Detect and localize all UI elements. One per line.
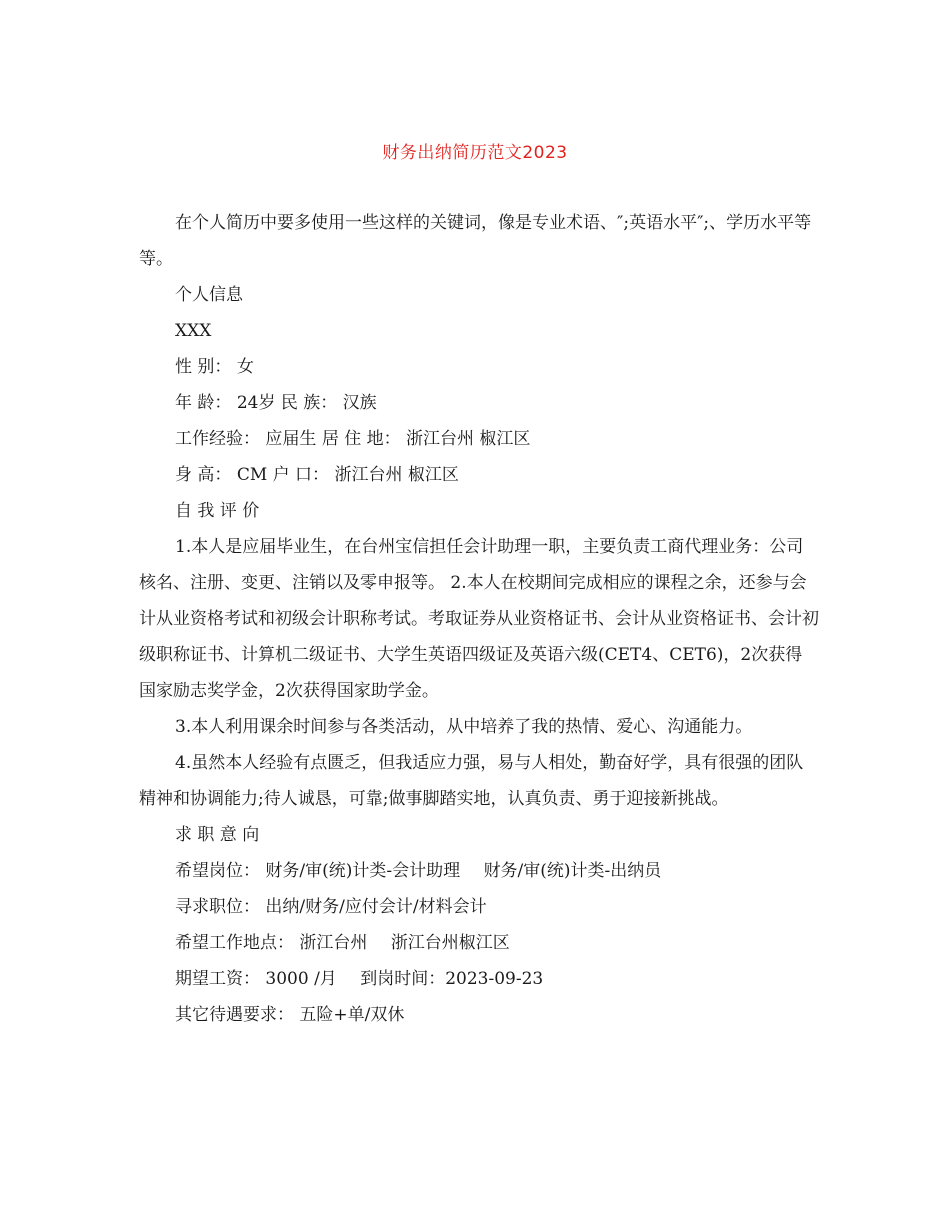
intro-paragraph: 在个人简历中要多使用一些这样的关键词，像是专业术语、″;英语水平″;、学历水平等等。 bbox=[139, 213, 812, 269]
document-body bbox=[139, 205, 819, 1033]
residence-label: 居 住 地： bbox=[321, 429, 401, 449]
self-evaluation-item: 1.本人是应届毕业生，在台州宝信担任会计助理一职，主要负责工商代理业务：公司核名、注册、变更、注销以及零申报等。 2.本人在校期间完成相应的课程之余，还参与会计从业资格考试和初级会计职称考试。考取证券从业资格证书、会计从业资格证书、会计初级职称证书、计算机二级证书、大学生英语四级证及英语六级(CET4、CET6)，2次获得国家励志奖学金，2次获得国家助学金。 bbox=[139, 537, 819, 701]
location-value-1: 浙江台州 bbox=[299, 933, 368, 953]
benefits-line bbox=[139, 997, 819, 1033]
age-label: 年 龄： bbox=[175, 393, 232, 413]
experience-value: 应届生 bbox=[265, 429, 317, 449]
position-line bbox=[139, 853, 819, 889]
experience-label: 工作经验： bbox=[175, 429, 260, 449]
self-evaluation-heading: 自 我 评 价 bbox=[175, 501, 260, 521]
position-value-2: 财务/审(统)计类-出纳员 bbox=[483, 861, 662, 881]
height-hukou-line bbox=[139, 457, 819, 493]
personal-info-heading: 个人信息 bbox=[175, 285, 243, 305]
seeking-label: 寻求职位： bbox=[175, 897, 260, 917]
gender-label: 性 别： bbox=[175, 357, 232, 377]
location-value-2: 浙江台州椒江区 bbox=[390, 933, 510, 953]
gender-value: 女 bbox=[236, 357, 254, 377]
benefits-value: 五险+单/双休 bbox=[299, 1005, 405, 1025]
age-value: 24岁 bbox=[236, 393, 276, 413]
ethnicity-value: 汉族 bbox=[342, 393, 377, 413]
salary-value: 3000 /月 bbox=[265, 969, 337, 989]
height-value: CM bbox=[236, 465, 268, 485]
benefits-label: 其它待遇要求： bbox=[175, 1005, 294, 1025]
start-value: 2023-09-23 bbox=[445, 969, 544, 989]
position-value-1: 财务/审(统)计类-会计助理 bbox=[265, 861, 461, 881]
start-label: 到岗时间： bbox=[360, 969, 446, 989]
name-line: XXX bbox=[175, 321, 212, 341]
document-title: 财务出纳简历范文2023 bbox=[382, 143, 568, 163]
gender-line bbox=[139, 349, 819, 385]
self-evaluation-item: 4.虽然本人经验有点匮乏，但我适应力强，易与人相处，勤奋好学，具有很强的团队精神和协调能力;待人诚恳，可靠;做事脚踏实地，认真负责、勇于迎接新挑战。 bbox=[139, 753, 804, 809]
seeking-value: 出纳/财务/应付会计/材料会计 bbox=[265, 897, 487, 917]
residence-value: 浙江台州 椒江区 bbox=[406, 429, 531, 449]
location-line bbox=[139, 925, 819, 961]
experience-residence-line bbox=[139, 421, 819, 457]
hukou-label: 户 口： bbox=[272, 465, 330, 485]
seeking-line bbox=[139, 889, 819, 925]
location-label: 希望工作地点： bbox=[175, 933, 294, 953]
job-intention-heading: 求 职 意 向 bbox=[175, 825, 260, 845]
ethnicity-label: 民 族： bbox=[280, 393, 338, 413]
position-label: 希望岗位： bbox=[175, 861, 260, 881]
salary-line bbox=[139, 961, 819, 997]
hukou-value: 浙江台州 椒江区 bbox=[334, 465, 459, 485]
age-ethnicity-line bbox=[139, 385, 819, 421]
salary-label: 期望工资： bbox=[175, 969, 260, 989]
height-label: 身 高： bbox=[175, 465, 232, 485]
self-evaluation-item: 3.本人利用课余时间参与各类活动，从中培养了我的热情、爱心、沟通能力。 bbox=[175, 717, 753, 737]
